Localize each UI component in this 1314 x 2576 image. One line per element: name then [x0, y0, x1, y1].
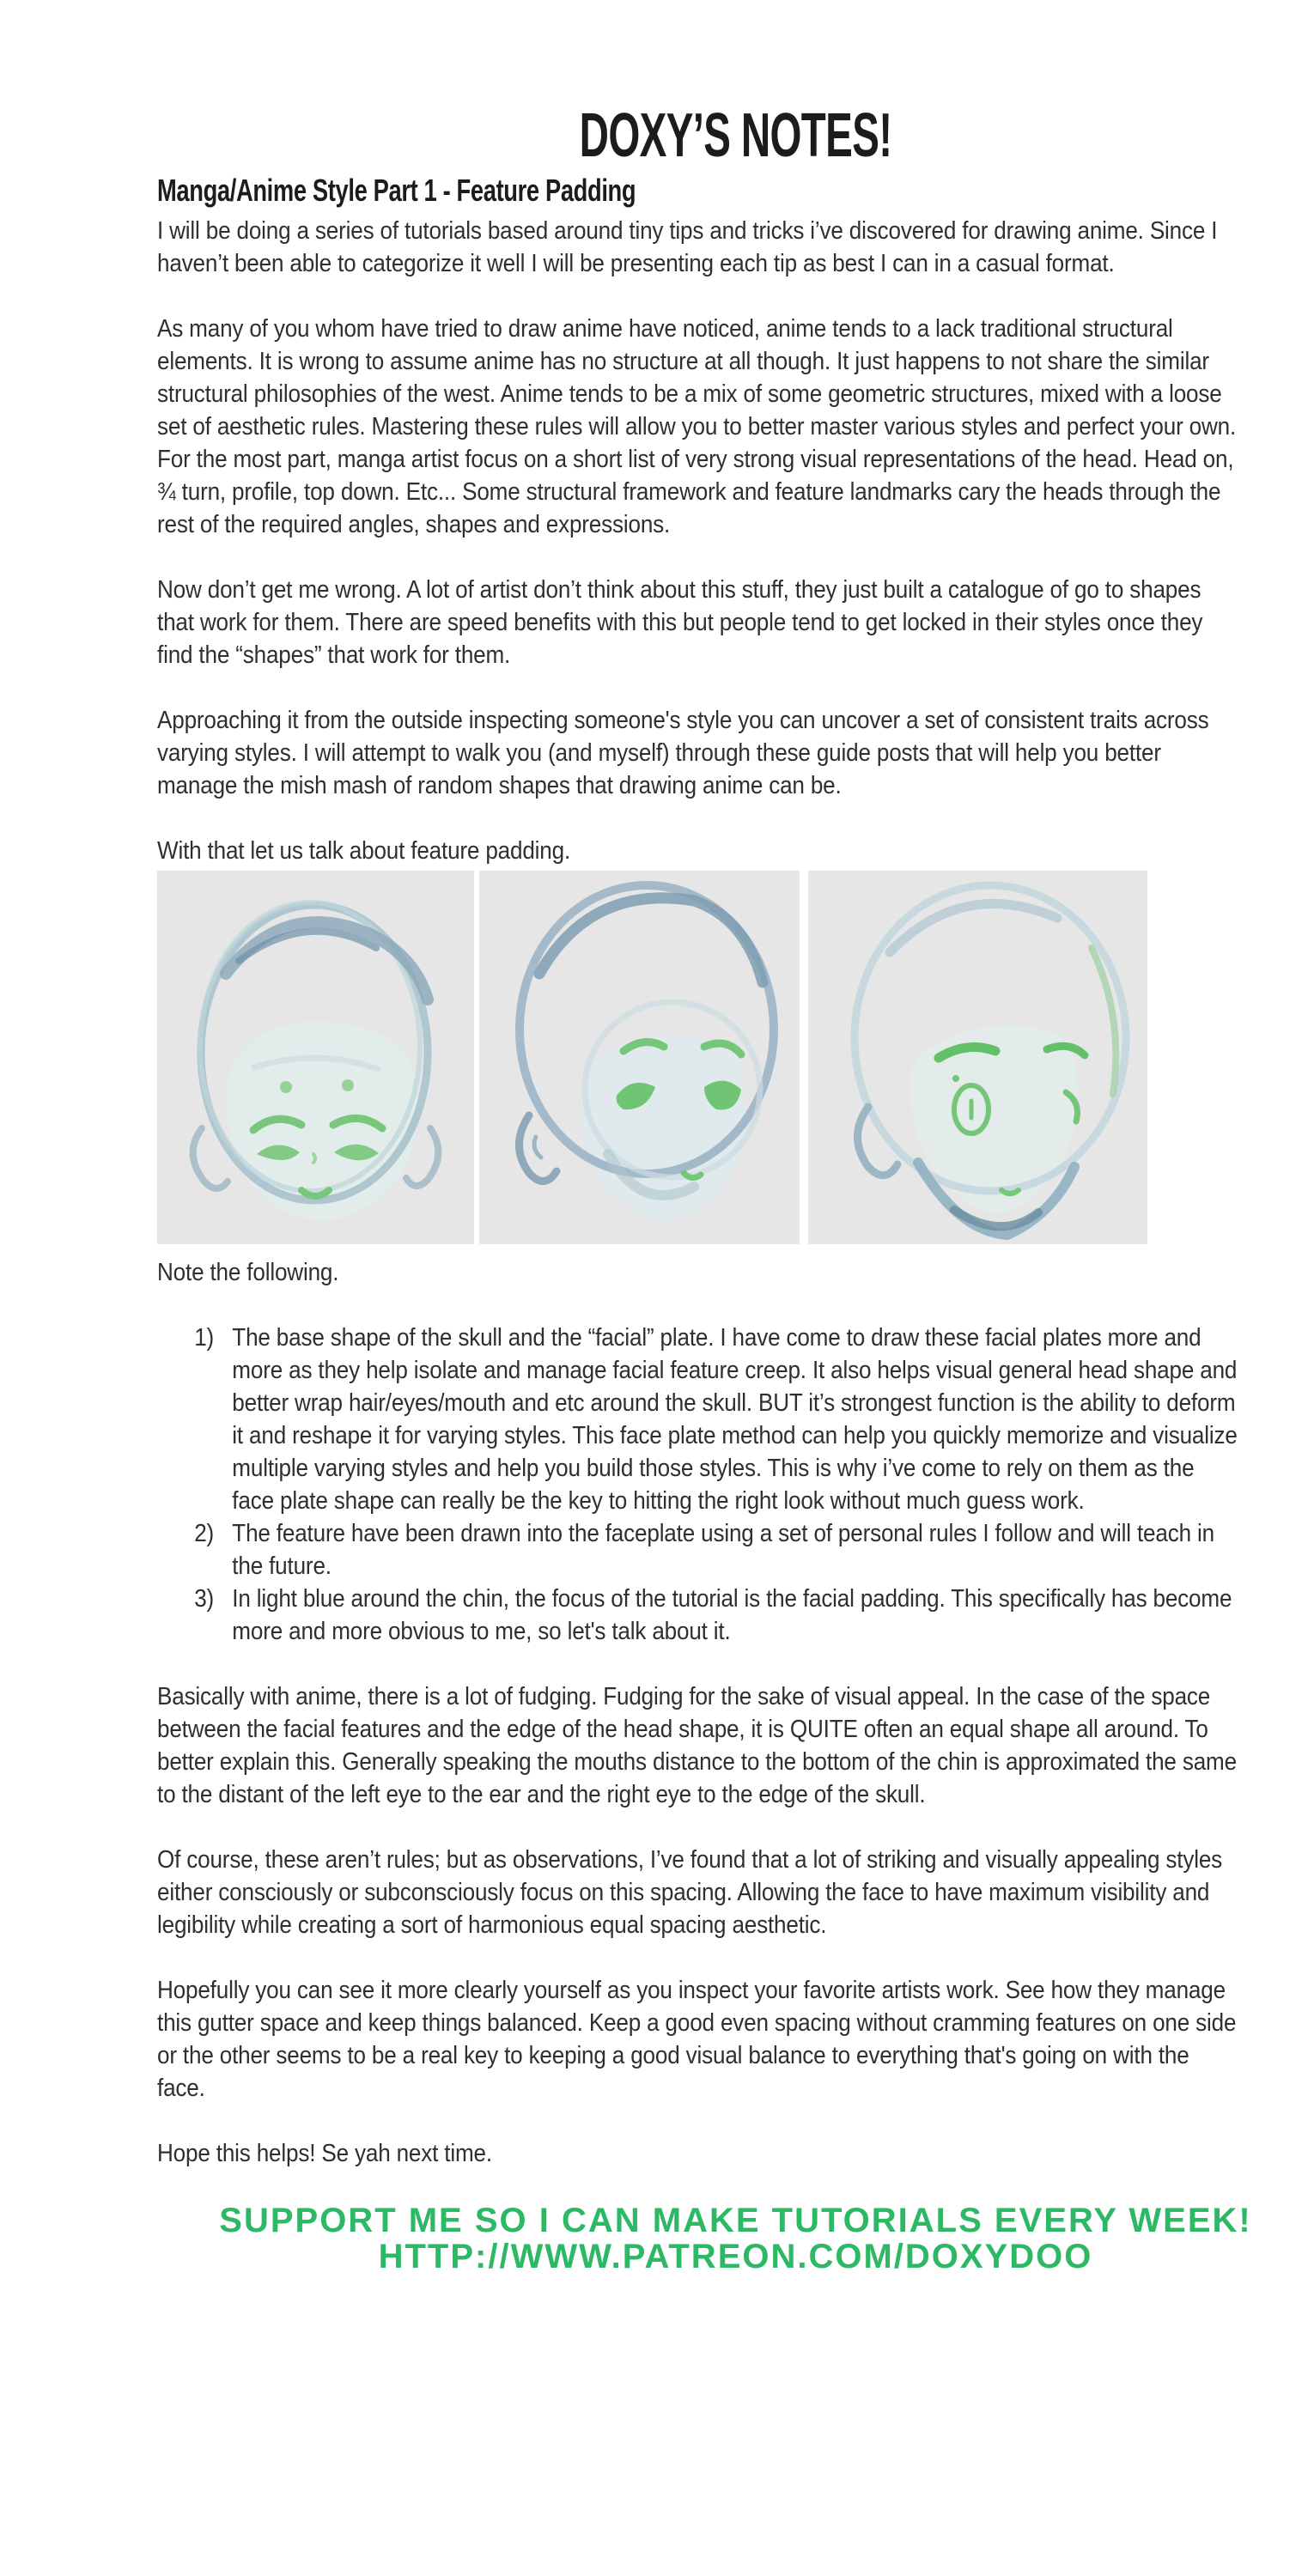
list-item-number: 3): [194, 1585, 215, 1613]
paragraph: Now don’t get me wrong. A lot of artist don’t think about this stuff, they just built a catalogue of go to shapes that work for them. There are speed benefits with this but people tend to get locked in their styles once they find the “shapes” that work for them.: [157, 576, 1203, 669]
list-item: [157, 1321, 1241, 1517]
paragraph: With that let us talk about feature padding.: [157, 837, 571, 865]
paragraph: I will be doing a series of tutorials based around tiny tips and tricks i’ve discovered for drawing anime. Since I haven’t been able to categorize it well I will be presenting each tip as best I can in a casual format.: [157, 217, 1218, 277]
list-item: [157, 1517, 1241, 1583]
head-front-sketch: [157, 871, 474, 1244]
figure-head-three-quarter: [479, 871, 800, 1244]
list-item-number: 2): [194, 1520, 215, 1547]
list-item-text: In light blue around the chin, the focus of the tutorial is the facial padding. This specifically has become more and more obvious to me, so let's talk about it.: [232, 1585, 1232, 1645]
patreon-url: HTTP://WWW.PATREON.COM/DOXYDOO: [378, 2238, 1093, 2275]
figure-row: [157, 871, 1314, 1244]
paragraph: Approaching it from the outside inspecting someone's style you can uncover a set of consistent traits across varying styles. I will attempt to walk you (and myself) through these guide posts that will help you better manage the mish mash of random shapes that drawing anime can be.: [157, 707, 1209, 799]
numbered-list: [157, 1321, 1241, 1648]
head-tilted-sketch: [808, 871, 1147, 1244]
list-item-text: The base shape of the skull and the “facial” plate. I have come to draw these facial plates more and more as they help isolate and manage facial feature creep. It also helps visual general head shape and better wrap hair/eyes/mouth and etc around the skull. BUT it’s strongest function is the ability to deform it and reshape it for varying styles. This face plate method can help you quickly memorize and visualize multiple varying styles and help you build those styles. This is why i’ve come to rely on them as the face plate shape can really be the key to hitting the right look without much guess work.: [232, 1324, 1238, 1515]
closing-line: Hope this helps! Se yah next time.: [157, 2140, 492, 2167]
paragraph: Of course, these aren’t rules; but as observations, I’ve found that a lot of striking and visually appealing styles either consciously or subconsciously focus on this spacing. Allowing the face to have maximum visibility and legibility while creating a sort of harmonious equal spacing aesthetic.: [157, 1846, 1223, 1939]
title-row: [157, 0, 1314, 170]
head-three-quarter-sketch: [479, 871, 800, 1244]
section-heading: Manga/Anime Style Part 1 - Feature Padding: [157, 173, 636, 208]
paragraph: Basically with anime, there is a lot of fudging. Fudging for the sake of visual appeal. In the case of the space between the facial features and the edge of the head shape, it is QUITE often an equal shape all around. To better explain this. Generally speaking the mouths distance to the bottom of the chin is approximated the same to the distant of the left eye to the ear and the right eye to the edge of the skull.: [157, 1683, 1237, 1808]
notes-section: [157, 1256, 1241, 2170]
page-title: DOXY’S NOTES!: [579, 101, 892, 170]
note-heading: Note the following.: [157, 1259, 339, 1286]
paragraph: As many of you whom have tried to draw anime have noticed, anime tends to a lack traditional structural elements. It is wrong to assume anime has no structure at all though. It just happens to not share the similar structural philosophies of the west. Anime tends to be a mix of some geometric structures, mixed with a loose set of aesthetic rules. Mastering these rules will allow you to better master various styles and perfect your own. For the most part, manga artist focus on a short list of very strong visual representations of the head. Head on, ¾ turn, profile, top down. Etc... Some structural framework and feature landmarks cary the heads through the rest of the required angles, shapes and expressions.: [157, 315, 1237, 538]
intro-section: [157, 215, 1241, 867]
figure-head-tilted: [808, 871, 1147, 1244]
support-message: SUPPORT ME SO I CAN MAKE TUTORIALS EVERY WEEK!: [219, 2202, 1252, 2239]
figure-head-front: [157, 871, 474, 1244]
support-banner: [157, 2202, 1314, 2275]
list-item: [157, 1583, 1241, 1648]
list-item-number: 1): [194, 1324, 215, 1352]
list-item-text: The feature have been drawn into the faceplate using a set of personal rules I follow and will teach in the future.: [232, 1520, 1214, 1580]
paragraph: Hopefully you can see it more clearly yourself as you inspect your favorite artists work. See how they manage this gutter space and keep things balanced. Keep a good even spacing without cramming features on one side or the other seems to be a real key to keeping a good visual balance to everything that's going on with the face.: [157, 1977, 1237, 2102]
